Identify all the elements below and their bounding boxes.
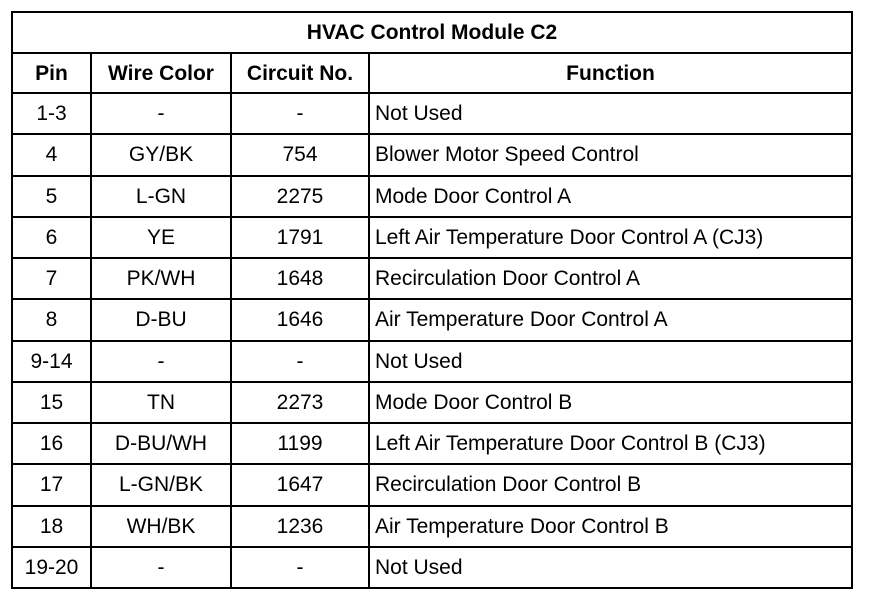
wire-color-cell: D-BU: [91, 299, 231, 340]
pin-cell: 19-20: [12, 547, 91, 588]
function-cell: Recirculation Door Control B: [369, 464, 852, 505]
circuit-no-cell: 1791: [231, 217, 369, 258]
circuit-no-cell: -: [231, 547, 369, 588]
wire-color-cell: PK/WH: [91, 258, 231, 299]
table-row: [12, 176, 852, 217]
pin-cell: 5: [12, 176, 91, 217]
pin-cell: 6: [12, 217, 91, 258]
wire-color-cell: WH/BK: [91, 506, 231, 547]
header-circuit-no: Circuit No.: [231, 53, 369, 93]
function-cell: Blower Motor Speed Control: [369, 134, 852, 175]
function-cell: Recirculation Door Control A: [369, 258, 852, 299]
wire-color-cell: -: [91, 547, 231, 588]
wire-color-cell: -: [91, 341, 231, 382]
pin-cell: 4: [12, 134, 91, 175]
circuit-no-cell: 1647: [231, 464, 369, 505]
header-wire-color: Wire Color: [91, 53, 231, 93]
header-function: Function: [369, 53, 852, 93]
table-row: [12, 93, 852, 134]
function-cell: Air Temperature Door Control B: [369, 506, 852, 547]
table-row: [12, 382, 852, 423]
table-row: [12, 423, 852, 464]
circuit-no-cell: 1236: [231, 506, 369, 547]
wire-color-cell: L-GN: [91, 176, 231, 217]
header-row: [12, 53, 852, 93]
table-title: HVAC Control Module C2: [12, 12, 852, 53]
pin-cell: 18: [12, 506, 91, 547]
function-cell: Not Used: [369, 341, 852, 382]
function-cell: Mode Door Control A: [369, 176, 852, 217]
table-row: [12, 299, 852, 340]
table-row: [12, 134, 852, 175]
circuit-no-cell: -: [231, 341, 369, 382]
pin-cell: 17: [12, 464, 91, 505]
pin-cell: 8: [12, 299, 91, 340]
wire-color-cell: -: [91, 93, 231, 134]
table-row: [12, 506, 852, 547]
function-cell: Not Used: [369, 93, 852, 134]
circuit-no-cell: 2275: [231, 176, 369, 217]
header-pin: Pin: [12, 53, 91, 93]
function-cell: Left Air Temperature Door Control B (CJ3): [369, 423, 852, 464]
connector-pinout-table: [11, 11, 853, 589]
wire-color-cell: L-GN/BK: [91, 464, 231, 505]
title-row: [12, 12, 852, 53]
circuit-no-cell: -: [231, 93, 369, 134]
circuit-no-cell: 2273: [231, 382, 369, 423]
circuit-no-cell: 1646: [231, 299, 369, 340]
function-cell: Not Used: [369, 547, 852, 588]
wire-color-cell: TN: [91, 382, 231, 423]
function-cell: Left Air Temperature Door Control A (CJ3): [369, 217, 852, 258]
wire-color-cell: YE: [91, 217, 231, 258]
table-body: [12, 93, 852, 588]
table-row: [12, 464, 852, 505]
pin-cell: 1-3: [12, 93, 91, 134]
table-row: [12, 341, 852, 382]
table-row: [12, 547, 852, 588]
pin-cell: 16: [12, 423, 91, 464]
circuit-no-cell: 1648: [231, 258, 369, 299]
table-row: [12, 258, 852, 299]
circuit-no-cell: 754: [231, 134, 369, 175]
wire-color-cell: D-BU/WH: [91, 423, 231, 464]
function-cell: Air Temperature Door Control A: [369, 299, 852, 340]
pin-cell: 7: [12, 258, 91, 299]
function-cell: Mode Door Control B: [369, 382, 852, 423]
pin-cell: 15: [12, 382, 91, 423]
circuit-no-cell: 1199: [231, 423, 369, 464]
wire-color-cell: GY/BK: [91, 134, 231, 175]
pin-cell: 9-14: [12, 341, 91, 382]
table-row: [12, 217, 852, 258]
